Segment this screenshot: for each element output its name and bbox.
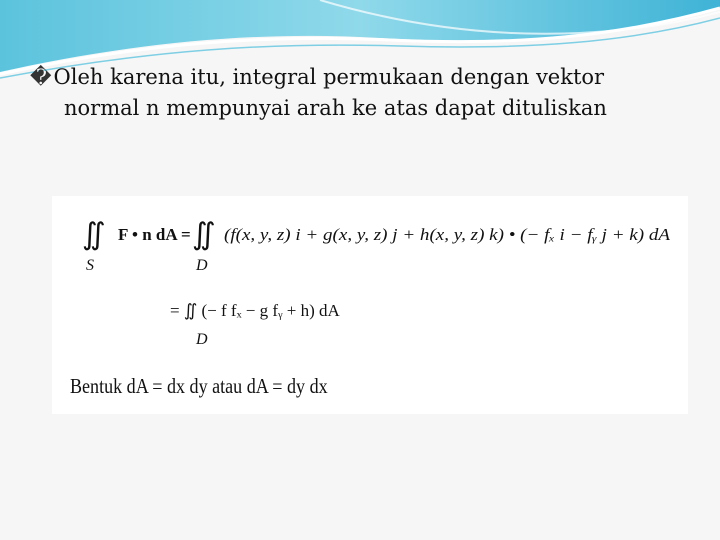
domain-s-label: S xyxy=(86,257,94,274)
formula-image xyxy=(52,196,688,414)
bullet-line-2: normal n mempunyai arah ke atas dapat dituliskan xyxy=(64,96,607,120)
bullet-paragraph xyxy=(30,62,690,124)
double-integral-icon-d1: ∬ xyxy=(192,218,216,251)
domain-d2-label: D xyxy=(196,331,208,348)
note-bentuk: Bentuk dA = dx dy atau dA = dy dx xyxy=(70,374,328,398)
domain-d1-label: D xyxy=(196,257,208,274)
bullet-icon: � xyxy=(30,65,52,89)
bullet-line-1: Oleh karena itu, integral permukaan dengan vektor xyxy=(53,65,605,89)
lhs-expression: F • n dA = xyxy=(118,225,191,244)
double-integral-icon-s: ∬ xyxy=(82,218,106,251)
rhs-expression-line1: (f(x, y, z) i + g(x, y, z) j + h(x, y, z) k) • (− fₓ i − fᵧ j + k) dA xyxy=(224,225,671,244)
rhs-expression-line2: = ∬ (− f fₓ − g fᵧ + h) dA xyxy=(170,301,340,320)
